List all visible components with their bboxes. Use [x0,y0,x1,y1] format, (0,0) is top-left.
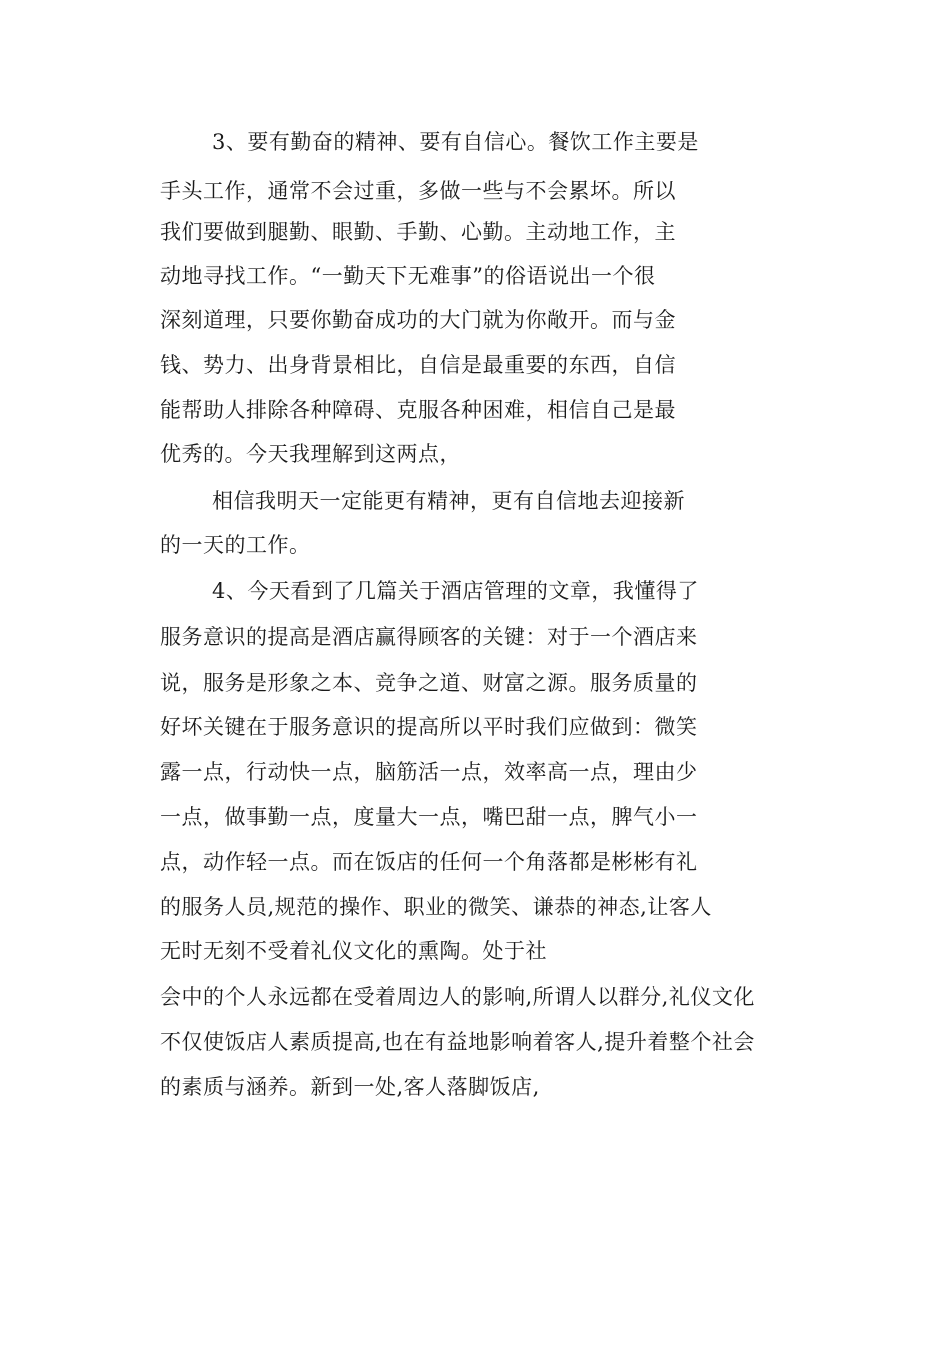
text-line: 手头工作，通常不会过重，多做一些与不会累坏。所以 [160,179,676,203]
text-line: 3、要有勤奋的精神、要有自信心。餐饮工作主要是 [212,130,699,154]
text-line: 4、今天看到了几篇关于酒店管理的文章，我懂得了 [212,579,699,603]
text-line: 不仅使饭店人素质提高,也在有益地影响着客人,提升着整个社会 [160,1030,755,1054]
text-line: 好坏关键在于服务意识的提高所以平时我们应做到：微笑 [160,715,698,739]
text-line: 说，服务是形象之本、竞争之道、财富之源。服务质量的 [160,671,698,695]
text-line: 能帮助人排除各种障碍、克服各种困难，相信自己是最 [160,398,676,422]
text-line: 点，动作轻一点。而在饭店的任何一个角落都是彬彬有礼 [160,850,698,874]
text-line: 露一点，行动快一点，脑筋活一点，效率高一点，理由少 [160,760,698,784]
text-line: 的服务人员,规范的操作、职业的微笑、谦恭的神态,让客人 [160,895,712,919]
text-line: 深刻道理，只要你勤奋成功的大门就为你敞开。而与金 [160,308,676,332]
text-line: 相信我明天一定能更有精神，更有自信地去迎接新 [212,489,685,513]
text-line: 服务意识的提高是酒店赢得顾客的关键：对于一个酒店来 [160,625,698,649]
text-line: 动地寻找工作。“一勤天下无难事”的俗语说出一个很 [160,264,656,288]
text-line: 我们要做到腿勤、眼勤、手勤、心勤。主动地工作，主 [160,220,676,244]
text-line: 一点，做事勤一点，度量大一点，嘴巴甜一点，脾气小一 [160,805,698,829]
text-line: 钱、势力、出身背景相比，自信是最重要的东西，自信 [160,353,676,377]
text-line: 无时无刻不受着礼仪文化的熏陶。处于社 [160,939,547,963]
text-line: 的一天的工作。 [160,533,311,557]
text-line: 优秀的。今天我理解到这两点， [160,442,461,466]
text-line: 会中的个人永远都在受着周边人的影响,所谓人以群分,礼仪文化 [160,985,755,1009]
text-line: 的素质与涵养。新到一处,客人落脚饭店, [160,1075,540,1099]
